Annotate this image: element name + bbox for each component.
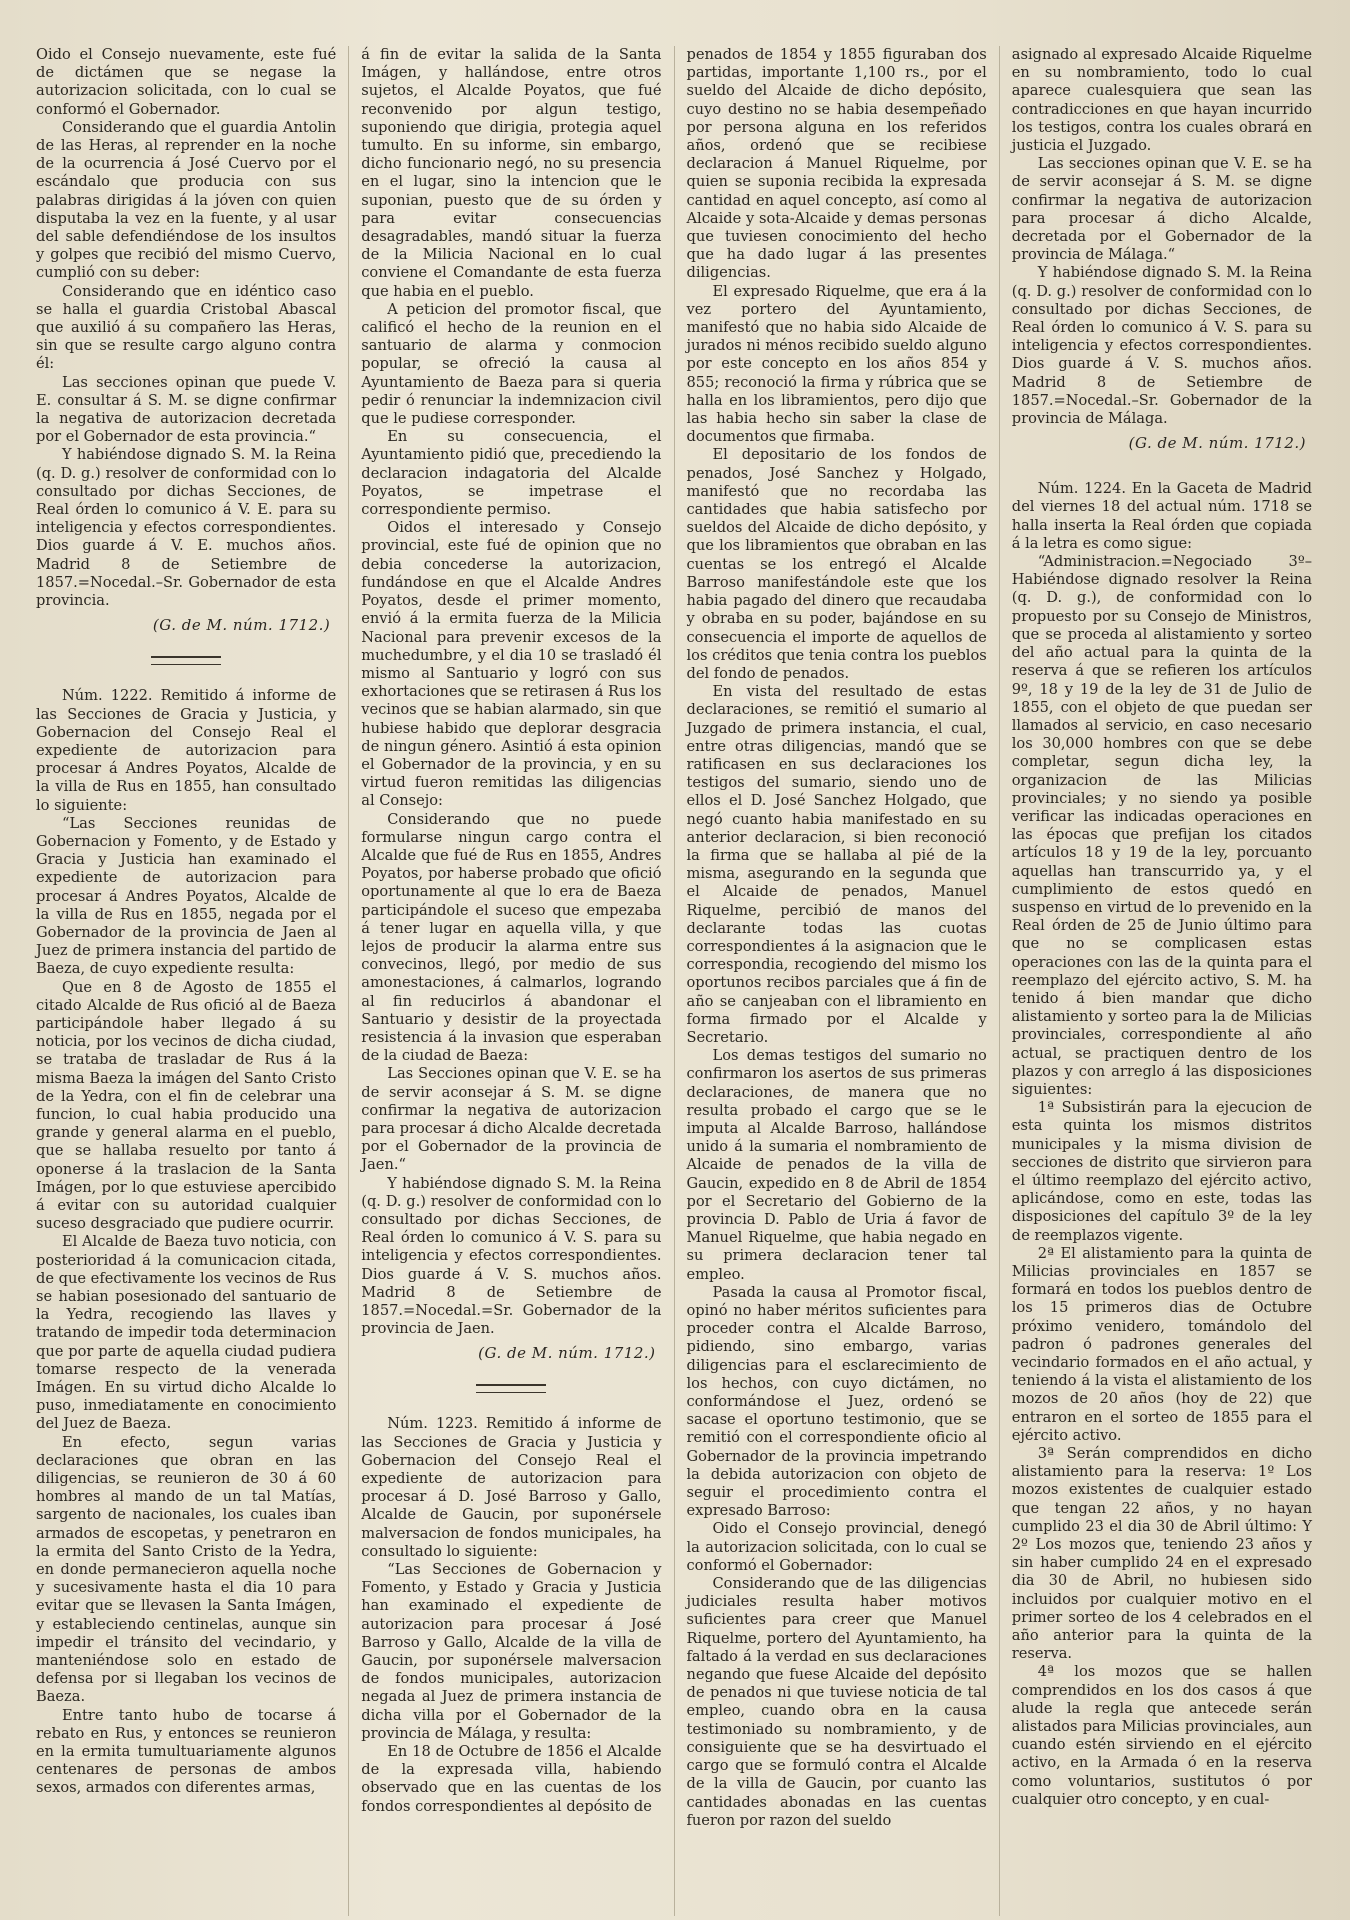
paragraph: 2ª El alistamiento para la quinta de Milicias provinciales en 1857 se formará en todos los pueblos dentro de los 15 primeros dias de Octubre próximo venidero, tomándolo del padron ó padrones generales del vecindario formados en el año actual, y teniendo á la vista el alistamiento de los mozos de 20 años (hoy de 22) que entraron en el sorteo de 1855 para el ejército activo. (1011, 1244, 1312, 1444)
paragraph: El depositario de los fondos de penados, José Sanchez y Holgado, manifestó que no recordaba las cantidades que habia satisfecho por sueldos del Alcaide de dicho depósito, y que los libramientos que obraban en las cuentas se los entregó el Alcalde Barroso manifestándole este que los habia pagado del dinero que recaudaba y obraba en su poder, bajándose en su consecuencia el importe de aquellos de los créditos que tenia contra los pueblos del fondo de penados. (686, 446, 987, 682)
paragraph: Las secciones opinan que puede V. E. consultar á S. M. se digne confirmar la negativa de autorizacion decretada por el Gobernador de esta provincia.“ (36, 373, 337, 446)
paragraph: En 18 de Octubre de 1856 el Alcalde de la expresada villa, habiendo observado que en las cuentas de los fondos correspondientes al depósito de (361, 1743, 662, 1815)
paragraph: Y habiéndose dignado S. M. la Reina (q. D. g.) resolver de conformidad con lo consultado por dichas Secciones, de Real órden lo comunico á V. S. para su inteligencia y efectos correspondientes. Dios guarde á V. S. muchos años. Madrid 8 de Setiembre de 1857.=Nocedal.=Sr. Gobernador de la provincia de Jaen. (361, 1174, 662, 1338)
column-4 (1000, 46, 1324, 1916)
paragraph: Considerando que no puede formularse ningun cargo contra el Alcalde que fué de Rus en 1855, Andres Poyatos, por haberse probado que ofició oportunamente al que lo era de Baeza participándole el suceso que empezaba á tener lugar en aquella villa, y que lejos de producir la alarma entre sus convecinos, llegó, por medio de sus amonestaciones, á calmarlos, logrando al fin reducirlos á abandonar el Santuario y desistir de la proyectada resistencia á la invasion que esperaban de la ciudad de Baeza: (361, 810, 662, 1065)
paragraph: á fin de evitar la salida de la Santa Imágen, y hallándose, entre otros sujetos, el Alcalde Poyatos, que fué reconvenido por algun testigo, suponiendo que dirigia, protegia aquel tumulto. En su informe, sin embargo, dicho funcionario negó, no su presencia en el lugar, sino la intencion que le suponian, puesto que de su órden y para evitar consecuencias desagradables, mandó situar la fuerza de la Milicia Nacional en lo cual conviene el Comandante de esta fuerza que habia en el pueblo. (361, 46, 662, 300)
paragraph: En vista del resultado de estas declaraciones, se remitió el sumario al Juzgado de primera instancia, el cual, entre otras diligencias, mandó que se ratificasen en sus declaraciones los testigos del sumario, siendo uno de ellos el D. José Sanchez Holgado, que negó cuanto habia manifestado en su anterior declaracion, si bien reconoció la firma que se hallaba al pié de la misma, asegurando en la segunda que el Alcaide de penados, Manuel Riquelme, percibió de manos del declarante todas las cuotas correspondientes á la asignacion que le correspondia, recogiendo del mismo los oportunos recibos parciales que á fin de año se canjeaban con el libramiento en forma firmado por el Alcalde y Secretario. (686, 683, 987, 1046)
paragraph: El expresado Riquelme, que era á la vez portero del Ayuntamiento, manifestó que no habia sido Alcaide de jurados ni ménos recibido sueldo alguno por este concepto en los años 854 y 855; reconoció la firma y rúbrica que se halla en los libramientos, pero dijo que las habia hecho sin saber la clase de documentos que firmaba. (686, 282, 987, 446)
paragraph: Las secciones opinan que V. E. se ha de servir aconsejar á S. M. se digne confirmar la negativa de autorizacion para procesar á dicho Alcalde, decretada por el Gobernador de la provincia de Málaga.“ (1011, 155, 1312, 264)
paragraph: El Alcalde de Baeza tuvo noticia, con posterioridad á la comunicacion citada, de que efectivamente los vecinos de Rus se habian posesionado del santuario de la Yedra, recogiendo las llaves y tratando de impedir toda determinacion que por parte de aquella ciudad pudiera tomarse respecto de la venerada Imágen. En su virtud dicho Alcalde lo puso, inmediatamente en conocimiento del Juez de Baeza. (36, 1233, 337, 1433)
paragraph: A peticion del promotor fiscal, que calificó el hecho de la reunion en el santuario de alarma y conmocion popular, se ofreció la causa al Ayuntamiento de Baeza para si queria pedir ó renunciar la indemnizacion civil que le pudiese corresponder. (361, 300, 662, 428)
section-spacer (1012, 452, 1312, 480)
paragraph: Considerando que de las diligencias judiciales resulta haber motivos suficientes para creer que Manuel Riquelme, portero del Ayuntamiento, ha faltado á la verdad en sus declaraciones negando que fuese Alcaide del depósito de penados ni que tuviese noticia de tal empleo, cuando obra en la causa testimoniado su nombramiento, y de consiguiente que se ha desvirtuado el cargo que se formuló contra el Alcalde de la villa de Gaucin, por cuanto las cantidades abonadas en las cuentas fueron por razon del sueldo (686, 1575, 987, 1829)
paragraph: Pasada la causa al Promotor fiscal, opinó no haber méritos suficientes para proceder contra el Alcalde Barroso, pidiendo, sino embargo, varias diligencias para el esclarecimiento de los hechos, con cuyo dictámen, no conformándose el Juez, ordenó se sacase el oportuno testimonio, que se remitió con el correspondiente oficio al Gobernador de la provincia impetrando la debida autorizacion con objeto de seguir el procedimiento contra el expresado Barroso: (686, 1283, 987, 1520)
paragraph: En su consecuencia, el Ayuntamiento pidió que, precediendo la declaracion indagatoria del Alcalde Poyatos, se impetrase el correspondiente permiso. (361, 428, 662, 519)
paragraph: Núm. 1223. Remitido á informe de las Secciones de Gracia y Justicia y Gobernacion del Consejo Real el expediente de autorizacion para procesar á D. José Barroso y Gallo, Alcalde de Gaucin, por suponérsele malversacion de fondos municipales, ha consultado lo siguiente: (361, 1415, 662, 1560)
paragraph: En efecto, segun varias declaraciones que obran en las diligencias, se reunieron de 30 á 60 hombres al mando de un tal Matías, sargento de nacionales, los cuales iban armados de escopetas, y penetraron en la ermita del Santo Cristo de la Yedra, en donde permanecieron aquella noche y sucesivamente hasta el dia 10 para evitar que se llevasen la Santa Imágen, y estableciendo centinelas, aunque sin impedir el tránsito del vecindario, y manteniéndose solo en estado de defensa por si llegaban los vecinos de Baeza. (36, 1433, 337, 1706)
paragraph: Oido el Consejo nuevamente, este fué de dictámen que se negase la autorizacion solicitada, con lo cual se conformó el Gobernador. (36, 46, 337, 118)
paragraph: Considerando que en idéntico caso se halla el guardia Cristobal Abascal que auxilió á su compañero las Heras, sin que se resulte cargo alguno contra él: (36, 282, 337, 373)
paragraph: 1ª Subsistirán para la ejecucion de esta quinta los mismos distritos municipales y la misma division de secciones de distrito que sirvieron para el último reemplazo del ejército activo, aplicándose, como en este, todas las disposiciones del capítulo 3º de la ley de reemplazos vigente. (1011, 1099, 1312, 1244)
gazette-reference: (G. de M. núm. 1712.) (478, 1344, 656, 1363)
section-divider (476, 1384, 546, 1393)
paragraph: asignado al expresado Alcaide Riquelme en su nombramiento, todo lo cual aparece cualesquiera que sean las contradicciones en que hayan incurrido los testigos, contra los cuales obrará en justicia el Juzgado. (1011, 46, 1312, 155)
paragraph: Núm. 1222. Remitido á informe de las Secciones de Gracia y Justicia, y Gobernacion del Consejo Real el expediente de autorizacion para procesar á Andres Poyatos, Alcalde de la villa de Rus en 1855, han consultado lo siguiente: (36, 687, 337, 814)
paragraph: Que en 8 de Agosto de 1855 el citado Alcalde de Rus ofició al de Baeza participándole haber llegado á su noticia, por los vecinos de dicha ciudad, se trataba de trasladar de Rus á la misma Baeza la imágen del Santo Cristo de la Yedra, con el fin de celebrar una funcion, lo cual habia producido una grande y general alarma en el pueblo, que se hallaba resuelto por tanto á oponerse á la traslacion de la Santa Imágen, por lo que estuviese apercibido á evitar con su autoridad cualquier suceso desgraciado que pudiere ocurrir. (36, 978, 337, 1233)
paragraph: Las Secciones opinan que V. E. se ha de servir aconsejar á S. M. se digne confirmar la negativa de autorizacion para procesar á dicho Alcalde decretada por el Gobernador de la provincia de Jaen.“ (361, 1065, 662, 1174)
paragraph: “Administracion.=Negociado 3º–Habiéndose dignado resolver la Reina (q. D. g.), de conformidad con lo propuesto por su Consejo de Ministros, que se proceda al alistamiento y sorteo del año actual para la quinta de la reserva á que se refieren los artículos 9º, 18 y 19 de la ley de 31 de Julio de 1855, con el objeto de que puedan ser llamados al servicio, en caso necesario los 30,000 hombres con que se debe completar, segun dicha ley, la organizacion de las Milicias provinciales; y no siendo ya posible verificar las indicadas operaciones en las épocas que prefijan los citados artículos 18 y 19 de la ley, porcuanto aquellas han transcurrido ya, y el cumplimiento de estos quedó en suspenso en virtud de lo prevenido en la Real órden de 25 de Junio último para que no se complicasen estas operaciones con las de la quinta para el reemplazo del ejército activo, S. M. ha tenido á bien mandar que dicho alistamiento y sorteo para la de Milicias provinciales, correspondiente al año actual, se practiquen dentro de los plazos y con arreglo á las disposiciones siguientes: (1011, 553, 1312, 1098)
paragraph: penados de 1854 y 1855 figuraban dos partidas, importante 1,100 rs., por el sueldo del Alcaide de dicho depósito, cuyo destino no se habia desempeñado por persona alguna en los referidos años, ordenó que se recibiese declaracion á Manuel Riquelme, por quien se suponia recibida la expresada cantidad en aquel concepto, así como al Alcaide y sota-Alcaide y demas personas que tuviesen conocimiento del hecho que ha dado lugar á las presentes diligencias. (686, 46, 987, 282)
paragraph: Oido el Consejo provincial, denegó la autorizacion solicitada, con lo cual se conformó el Gobernador: (686, 1520, 987, 1574)
paragraph: 3ª Serán comprendidos en dicho alistamiento para la reserva: 1º Los mozos existentes de cualquier estado que tengan 22 años, y no hayan cumplido 23 el dia 30 de Abril último: Y 2º Los mozos que, teniendo 23 años y sin haber cumplido 24 en el expresado dia 30 de Abril, no hubiesen sido incluidos por cualquier motivo en el primer sorteo de los 4 celebrados en el año anterior para la quinta de la reserva. (1011, 1445, 1312, 1663)
column-2 (349, 46, 674, 1916)
paragraph: Y habiéndose dignado S. M. la Reina (q. D. g.) resolver de conformidad con lo consultado por dichas Secciones, de Real órden lo comunico á V. E. para su inteligencia y efectos correspondientes. Dios guarde á V. E. muchos años. Madrid 8 de Setiembre de 1857.=Nocedal.–Sr. Gobernador de esta provincia. (36, 446, 337, 610)
paragraph: 4ª los mozos que se hallen comprendidos en los dos casos á que alude la regla que antecede serán alistados para Milicias provinciales, aun cuando estén sirviendo en el ejército activo, en la Armada ó en la reserva como voluntarios, sustitutos ó por cualquier otro concepto, y en cual- (1011, 1663, 1312, 1808)
gazette-reference: (G. de M. núm. 1712.) (152, 616, 331, 635)
paragraph: Entre tanto hubo de tocarse á rebato en Rus, y entonces se reunieron en la ermita tumultuariamente algunos centenares de personas de ambos sexos, armados con diferentes armas, (36, 1706, 337, 1797)
section-divider (151, 656, 221, 665)
column-3 (675, 46, 1000, 1916)
paragraph: “Las Secciones reunidas de Gobernacion y Fomento, y de Estado y Gracia y Justicia han examinado el expediente de autorizacion para procesar á Andres Poyatos, Alcalde de la villa de Rus en 1855, negada por el Gobernador de la provincia de Jaen al Juez de primera instancia del partido de Baeza, de cuyo expediente resulta: (36, 814, 337, 978)
paragraph: Los demas testigos del sumario no confirmaron los asertos de sus primeras declaraciones, de manera que no resulta probado el cargo que se le imputa al Alcalde Barroso, hallándose unido á la sumaria el nombramiento de Alcaide de penados de la villa de Gaucin, expedido en 8 de Abril de 1854 por el Secretario del Gobierno de la provincia D. Pablo de Uria á favor de Manuel Riquelme, que habia negado en su primera declaracion tener tal empleo. (686, 1047, 987, 1283)
column-1 (24, 46, 349, 1916)
gazette-reference: (G. de M. núm. 1712.) (1128, 434, 1306, 453)
paragraph: Núm. 1224. En la Gaceta de Madrid del viernes 18 del actual núm. 1718 se halla inserta la Real órden que copiada á la letra es como sigue: (1011, 480, 1312, 552)
paragraph: Y habiéndose dignado S. M. la Reina (q. D. g.) resolver de conformidad con lo consultado por dichas Secciones, de Real órden lo comunico á V. S. para su inteligencia y efectos correspondientes. Dios guarde á V. S. muchos años. Madrid 8 de Setiembre de 1857.=Nocedal.–Sr. Gobernador de la provincia de Málaga. (1011, 264, 1312, 428)
paragraph: Considerando que el guardia Antolin de las Heras, al reprender en la noche de la ocurrencia á José Cuervo por el escándalo que producia con sus palabras dirigidas á la jóven con quien disputaba la vez en la fuente, y al usar del sable defendiéndose de los insultos y golpes que recibió del mismo Cuervo, cumplió con su deber: (36, 118, 337, 282)
paragraph: Oidos el interesado y Consejo provincial, este fué de opinion que no debia concederse la autorizacion, fundándose en que el Alcalde Andres Poyatos, desde el primer momento, envió á la ermita fuerza de la Milicia Nacional para prevenir excesos de la muchedumbre, y el dia 10 se trasladó él mismo al Santuario y logró con sus exhortaciones que se retirasen á Rus los vecinos que se habian alarmado, sin que hubiese habido que deplorar desgracia de ningun género. Asintió á esta opinion el Gobernador de la provincia, y en su virtud fueron remitidas las diligencias al Consejo: (361, 519, 662, 810)
paragraph: “Las Secciones de Gobernacion y Fomento, y Estado y Gracia y Justicia han examinado el expediente de autorizacion para procesar á José Barroso y Gallo, Alcalde de la villa de Gaucin, por suponérsele malversacion de fondos municipales, autorizacion negada al Juez de primera instancia de dicha villa por el Gobernador de la provincia de Málaga, y resulta: (361, 1561, 662, 1742)
